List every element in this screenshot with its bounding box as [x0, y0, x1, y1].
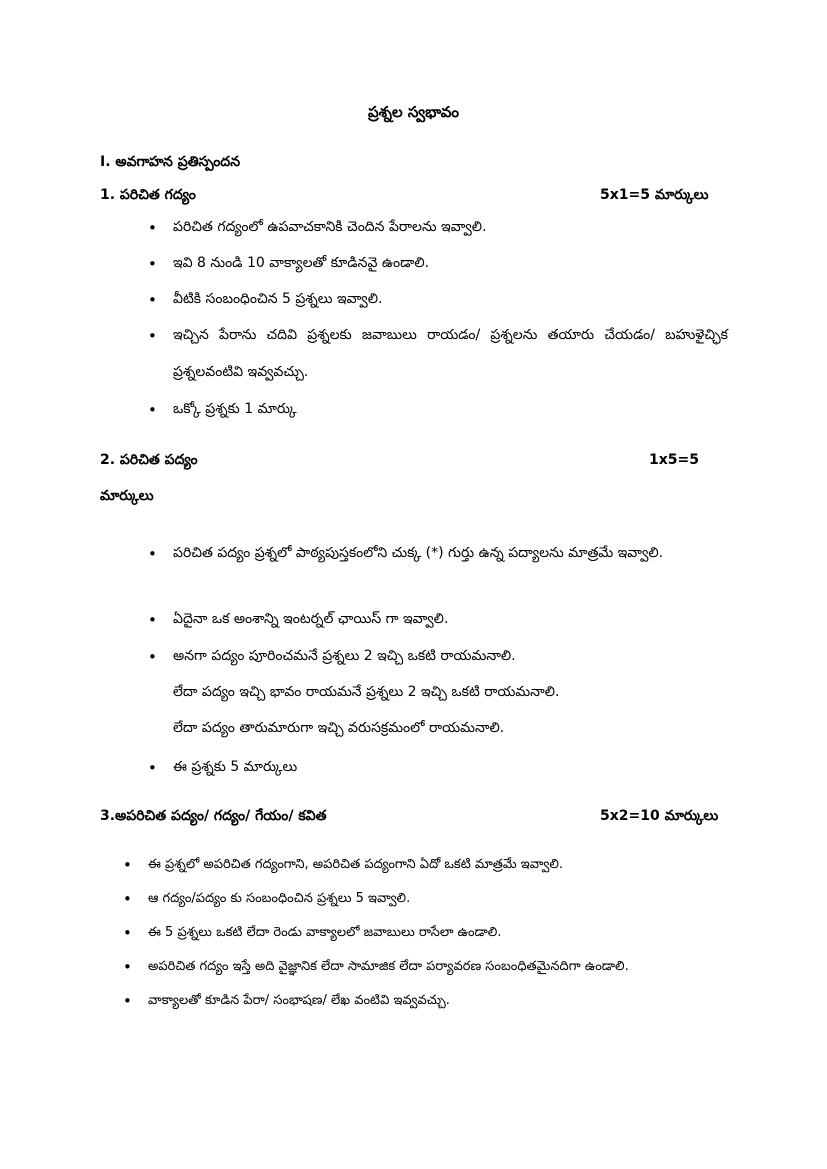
bullet-marker: •	[148, 611, 157, 629]
bullet-marker: •	[123, 958, 132, 976]
section2-marks: 1x5=5	[649, 452, 699, 468]
bullet-marker: •	[148, 759, 157, 777]
section2-item-1: పరిచిత పద్యం ప్రశ్నలో పాఠ్యపుస్తకంలోని చుక్క (*) గుర్తు ఉన్న పద్యాలను మాత్రమే ఇవ్వాలి.	[173, 545, 664, 561]
bullet-marker: •	[123, 890, 132, 908]
bullet-marker: •	[148, 327, 157, 345]
section1-heading: 1. పరిచిత గద్యం	[100, 187, 196, 203]
section2-item-2: ఏదైనా ఒక అంశాన్ని ఇంటర్నల్ ఛాయిస్ గా ఇవ్వాలి.	[173, 611, 449, 627]
section3-item-5: వాక్యాలతో కూడిన పేరా/ సంభాషణ/ లేఖ వంటివి ఇవ్వవచ్చు.	[148, 993, 450, 1008]
bullet-marker: •	[148, 219, 157, 237]
part1-heading: I. అవగాహన ప్రతిస్పందన	[100, 154, 241, 170]
section2-item-3-continuation-2: లేదా పద్యం తారుమారుగా ఇచ్చి వరుసక్రమంలో రాయమనాలి.	[173, 720, 505, 736]
bullet-marker: •	[148, 648, 157, 666]
section3-item-3: ఈ 5 ప్రశ్నలు ఒకటి లేదా రెండు వాక్యాలలో జవాబులు రాసేలా ఉండాలి.	[148, 925, 502, 940]
section3-item-1: ఈ ప్రశ్నలో అపరిచిత గద్యంగాని, అపరిచిత పద్యంగాని ఏదో ఒకటి మాత్రమే ఇవ్వాలి.	[148, 857, 564, 872]
section3-marks: 5x2=10 మార్కులు	[600, 808, 719, 824]
bullet-marker: •	[148, 401, 157, 419]
page-title: ప్రశ్నల స్వభావం	[368, 103, 459, 121]
section1-marks: 5x1=5 మార్కులు	[600, 187, 709, 203]
bullet-marker: •	[123, 992, 132, 1010]
section1-item-5: ఒక్కో ప్రశ్నకు 1 మార్కు	[173, 401, 297, 417]
section3-heading: 3.అపరిచిత పద్యం/ గద్యం/ గేయం/ కవిత	[100, 808, 327, 824]
section2-item-3-continuation-1: లేదా పద్యం ఇచ్చి భావం రాయమనే ప్రశ్నలు 2 ఇచ్చి ఒకటి రాయమనాలి.	[173, 684, 560, 700]
section3-item-4: అపరిచిత గద్యం ఇస్తే అది వైజ్ఞానిక లేదా సామాజిక లేదా పర్యావరణ సంబంధితమైనదిగా ఉండాలి.	[148, 959, 629, 974]
section1-item-2: ఇవి 8 నుండి 10 వాక్యాలతో కూడినవై ఉండాలి.	[173, 255, 430, 271]
section2-marks-suffix: మార్కులు	[100, 488, 154, 504]
section1-item-3: వీటికి సంబంధించిన 5 ప్రశ్నలు ఇవ్వాలి.	[173, 291, 383, 307]
section2-item-3: అనగా పద్యం పూరించమనే ప్రశ్నలు 2 ఇచ్చి ఒకటి రాయమనాలి.	[173, 648, 516, 664]
bullet-marker: •	[148, 291, 157, 309]
section1-item-4: ఇచ్చిన పేరాను చదివి ప్రశ్నలకు జవాబులు రాయడం/ ప్రశ్నలను తయారు చేయడం/ బహుళైచ్ఛిక ప్రశ్నలవంటివి ఇవ్వవచ్చు.	[173, 327, 728, 380]
bullet-marker: •	[148, 545, 157, 563]
bullet-marker: •	[123, 856, 132, 874]
bullet-marker: •	[148, 255, 157, 273]
section1-item-1: పరిచిత గద్యంలో ఉపవాచకానికి చెందిన పేరాలను ఇవ్వాలి.	[173, 219, 487, 235]
section3-item-2: ఆ గద్యం/పద్యం కు సంబంధించిన ప్రశ్నలు 5 ఇవ్వాలి.	[148, 891, 411, 906]
bullet-marker: •	[123, 924, 132, 942]
section2-heading: 2. పరిచిత పద్యం	[100, 452, 198, 468]
section2-item-4: ఈ ప్రశ్నకు 5 మార్కులు	[173, 759, 298, 775]
